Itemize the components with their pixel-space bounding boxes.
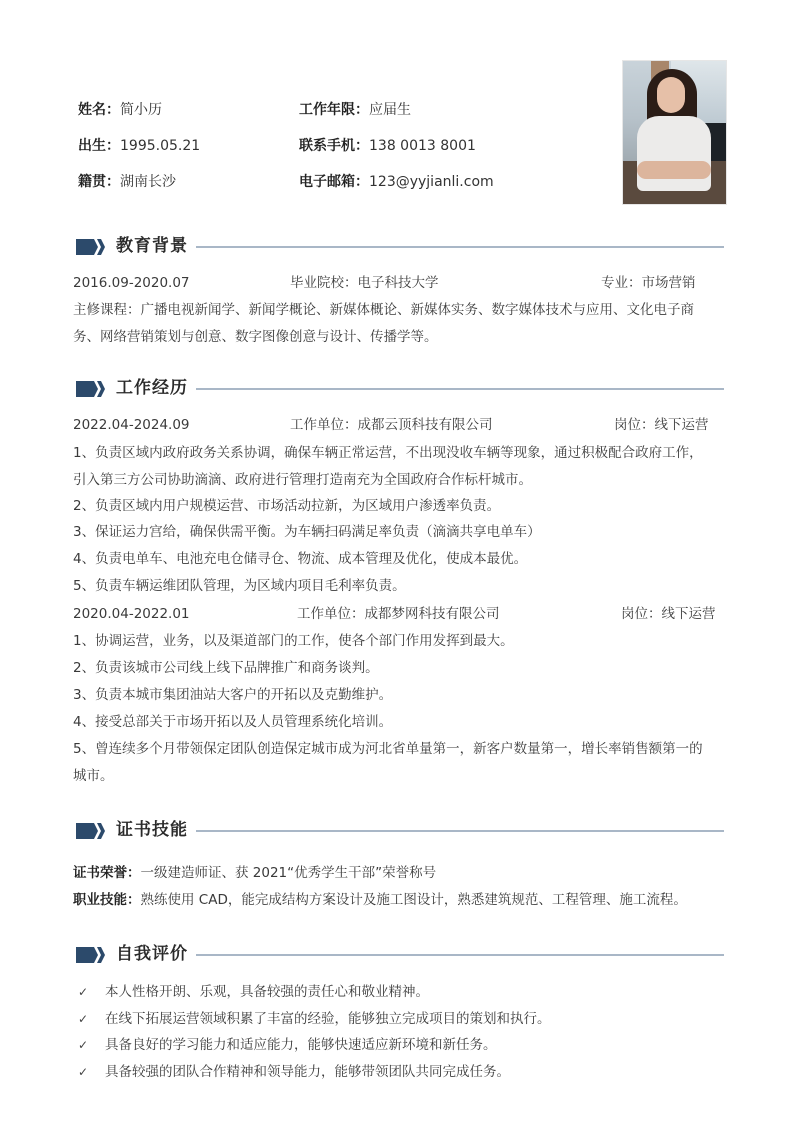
email-value: 123@yyjianli.com xyxy=(369,174,494,190)
years-value: 应届生 xyxy=(369,102,411,118)
check-icon: ✓ xyxy=(78,1012,89,1026)
job-period: 2022.04-2024.09 xyxy=(73,417,190,433)
section-arrow-icon xyxy=(76,947,106,963)
section-header-self-evaluation xyxy=(76,943,726,967)
education-major: 专业：市场营销 xyxy=(601,275,696,291)
section-divider xyxy=(196,246,724,248)
years-label: 工作年限： xyxy=(299,102,369,118)
job-company: 工作单位：成都云顶科技有限公司 xyxy=(290,417,493,433)
section-header-education xyxy=(76,235,726,259)
cert-value: 一级建造师证、获 2021“优秀学生干部”荣誉称号 xyxy=(140,865,437,881)
job-duty-line: 5、负责车辆运维团队管理，为区域内项目毛利率负责。 xyxy=(73,578,406,594)
self-eval-item: 具备良好的学习能力和适应能力，能够快速适应新环境和新任务。 xyxy=(105,1037,497,1053)
birth-field xyxy=(78,137,200,155)
job-duty-line: 2、负责区域内用户规模运营、市场活动拉新，为区域用户渗透率负责。 xyxy=(73,498,501,514)
section-arrow-icon xyxy=(76,823,106,839)
job-duty-line: 城市。 xyxy=(73,768,114,784)
job-company: 工作单位：成都梦网科技有限公司 xyxy=(297,606,500,622)
education-school: 毕业院校：电子科技大学 xyxy=(290,275,439,291)
job-duty-line: 引入第三方公司协助滴滴、政府进行管理打造南充为全国政府合作标杆城市。 xyxy=(73,472,532,488)
profile-photo xyxy=(622,60,727,205)
job-position: 岗位：线下运营 xyxy=(614,417,709,433)
section-title: 证书技能 xyxy=(116,820,188,840)
birth-value: 1995.05.21 xyxy=(120,138,201,154)
section-arrow-icon xyxy=(76,381,106,397)
job-duty-line: 4、负责电单车、电池充电仓储寻仓、物流、成本管理及优化，使成本最优。 xyxy=(73,551,528,567)
section-divider xyxy=(196,830,724,832)
years-field xyxy=(299,101,411,119)
name-label: 姓名： xyxy=(78,102,120,118)
phone-value: 138 0013 8001 xyxy=(369,138,476,154)
hometown-field xyxy=(78,173,176,191)
section-divider xyxy=(196,954,724,956)
job-period: 2020.04-2022.01 xyxy=(73,606,190,622)
skill-row xyxy=(73,891,687,909)
section-header-skills xyxy=(76,819,726,843)
hometown-value: 湖南长沙 xyxy=(120,174,176,190)
self-eval-item: 在线下拓展运营领域积累了丰富的经验，能够独立完成项目的策划和执行。 xyxy=(105,1011,551,1027)
job-duty-line: 4、接受总部关于市场开拓以及人员管理系统化培训。 xyxy=(73,714,393,730)
job-duty-line: 1、负责区域内政府政务关系协调，确保车辆正常运营，不出现没收车辆等现象，通过积极配合政府工作， xyxy=(73,445,703,461)
name-value: 简小历 xyxy=(120,102,162,118)
hometown-label: 籍贯： xyxy=(78,174,120,190)
email-field xyxy=(299,173,494,191)
job-duty-line: 3、保证运力宫给，确保供需平衡。为车辆扫码满足率负责（滴滴共享电单车） xyxy=(73,524,541,540)
education-courses-line: 主修课程：广播电视新闻学、新闻学概论、新媒体概论、新媒体实务、数字媒体技术与应用、文化电子商 xyxy=(73,302,694,318)
section-divider xyxy=(196,388,724,390)
phone-field xyxy=(299,137,476,155)
section-title: 教育背景 xyxy=(116,236,188,256)
self-eval-item: 本人性格开朗、乐观，具备较强的责任心和敬业精神。 xyxy=(105,984,429,1000)
check-icon: ✓ xyxy=(78,1038,89,1052)
job-duty-line: 5、曾连续多个月带领保定团队创造保定城市成为河北省单量第一，新客户数量第一，增长率销售额第一的 xyxy=(73,741,703,757)
phone-label: 联系手机： xyxy=(299,138,369,154)
education-courses-line: 务、网络营销策划与创意、数字图像创意与设计、传播学等。 xyxy=(73,329,438,345)
job-duty-line: 1、协调运营，业务，以及渠道部门的工作，使各个部门作用发挥到最大。 xyxy=(73,633,514,649)
education-period: 2016.09-2020.07 xyxy=(73,275,190,291)
section-arrow-icon xyxy=(76,239,106,255)
section-header-work xyxy=(76,377,726,401)
job-position: 岗位：线下运营 xyxy=(621,606,716,622)
birth-label: 出生： xyxy=(78,138,120,154)
skill-label: 职业技能： xyxy=(73,892,141,908)
job-duty-line: 3、负责本城市集团油站大客户的开拓以及克勤维护。 xyxy=(73,687,393,703)
name-field xyxy=(78,101,162,119)
check-icon: ✓ xyxy=(78,1065,89,1079)
job-duty-line: 2、负责该城市公司线上线下品牌推广和商务谈判。 xyxy=(73,660,379,676)
cert-label: 证书荣誉： xyxy=(73,865,141,881)
check-icon: ✓ xyxy=(78,985,89,999)
skill-value: 熟练使用 CAD，能完成结构方案设计及施工图设计，熟悉建筑规范、工程管理、施工流程。 xyxy=(140,892,687,908)
email-label: 电子邮箱： xyxy=(299,174,369,190)
cert-row xyxy=(73,864,436,882)
section-title: 工作经历 xyxy=(116,378,188,398)
section-title: 自我评价 xyxy=(116,944,188,964)
self-eval-item: 具备较强的团队合作精神和领导能力，能够带领团队共同完成任务。 xyxy=(105,1064,510,1080)
